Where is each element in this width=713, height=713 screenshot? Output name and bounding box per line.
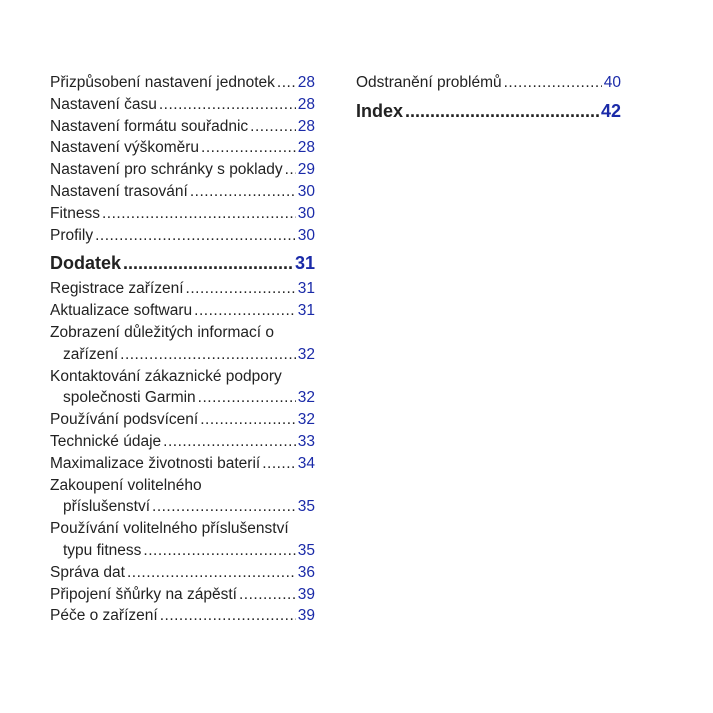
leader-dots bbox=[160, 605, 296, 627]
toc-entry-page[interactable]: 35 bbox=[297, 498, 315, 516]
leader-dots bbox=[277, 72, 296, 94]
toc-entry-title: Péče o zařízení bbox=[50, 607, 158, 625]
leader-dots bbox=[102, 203, 296, 225]
toc-entry-page[interactable]: 35 bbox=[297, 541, 315, 559]
toc-section-heading[interactable] bbox=[50, 248, 315, 278]
toc-entry[interactable] bbox=[50, 322, 315, 366]
toc-entry[interactable] bbox=[50, 562, 315, 584]
toc-entry-title: Nastavení času bbox=[50, 95, 157, 113]
leader-dots bbox=[159, 94, 296, 116]
leader-dots bbox=[163, 431, 296, 453]
toc-entry-page[interactable]: 39 bbox=[297, 607, 315, 625]
leader-dots bbox=[120, 344, 296, 366]
leader-dots bbox=[127, 562, 296, 584]
toc-entry-page[interactable]: 30 bbox=[297, 226, 315, 244]
leader-dots bbox=[262, 453, 296, 475]
section-title: Index bbox=[356, 100, 404, 121]
toc-entry[interactable] bbox=[50, 605, 315, 627]
toc-entry[interactable] bbox=[50, 300, 315, 322]
toc-entry-page[interactable]: 28 bbox=[297, 74, 315, 91]
toc-entry-page[interactable]: 28 bbox=[297, 139, 315, 157]
toc-entry-title: Přizpůsobení nastavení jednotek bbox=[50, 74, 275, 91]
toc-entry[interactable] bbox=[50, 94, 315, 116]
toc-entry[interactable] bbox=[50, 475, 315, 519]
leader-dots bbox=[201, 137, 296, 159]
toc-entry[interactable] bbox=[50, 159, 315, 181]
leader-dots bbox=[152, 496, 296, 518]
toc-entry-title-line2: společnosti Garmin bbox=[63, 389, 196, 407]
toc-entry[interactable] bbox=[50, 116, 315, 138]
leader-dots bbox=[123, 248, 293, 278]
toc-right-column bbox=[356, 72, 621, 126]
leader-dots bbox=[250, 116, 296, 138]
toc-entry-page[interactable]: 31 bbox=[297, 280, 315, 298]
toc-entry-title: Správa dat bbox=[50, 563, 125, 581]
toc-entry-title-line2: typu fitness bbox=[63, 541, 142, 559]
toc-entry-title: Používání podsvícení bbox=[50, 411, 199, 429]
toc-entry-page[interactable]: 30 bbox=[297, 182, 315, 200]
toc-entry-title-line1: Zakoupení volitelného bbox=[50, 476, 202, 494]
toc-entry-title: Nastavení výškoměru bbox=[50, 139, 200, 157]
toc-entry[interactable] bbox=[50, 225, 315, 247]
toc-entry-page[interactable]: 30 bbox=[297, 204, 315, 222]
toc-entry[interactable] bbox=[50, 203, 315, 225]
toc-entry-page[interactable]: 28 bbox=[297, 95, 315, 113]
leader-dots bbox=[186, 278, 296, 300]
toc-entry-page[interactable]: 39 bbox=[297, 585, 315, 603]
toc-entry-page[interactable]: 31 bbox=[297, 302, 315, 320]
toc-entry-title: Nastavení trasování bbox=[50, 182, 188, 200]
section-title: Dodatek bbox=[50, 253, 122, 274]
toc-entry-title: Nastavení formátu souřadnic bbox=[50, 117, 249, 135]
leader-dots bbox=[405, 96, 599, 126]
leader-dots bbox=[194, 300, 296, 322]
leader-dots bbox=[504, 72, 602, 94]
toc-entry[interactable] bbox=[50, 366, 315, 410]
toc-entry[interactable] bbox=[50, 72, 315, 94]
toc-entry-title: Nastavení pro schránky s poklady bbox=[50, 161, 283, 179]
section-page[interactable]: 31 bbox=[294, 253, 315, 274]
leader-dots bbox=[198, 387, 296, 409]
toc-entry[interactable] bbox=[50, 181, 315, 203]
toc-entry-title-line1: Zobrazení důležitých informací o bbox=[50, 323, 274, 341]
toc-entry-title: Registrace zařízení bbox=[50, 280, 184, 298]
toc-entry[interactable] bbox=[50, 518, 315, 562]
toc-entry-title: Technické údaje bbox=[50, 432, 162, 450]
section-page[interactable]: 42 bbox=[600, 100, 621, 121]
toc-entry-title-line1: Používání volitelného příslušenství bbox=[50, 520, 289, 538]
toc-entry-title-line2: zařízení bbox=[63, 345, 119, 363]
toc-entry-title: Maximalizace životnosti baterií bbox=[50, 454, 261, 472]
toc-entry-page[interactable]: 28 bbox=[297, 117, 315, 135]
toc-entry-title: Připojení šňůrky na zápěstí bbox=[50, 585, 237, 603]
toc-entry-page[interactable]: 40 bbox=[603, 74, 621, 91]
toc-entry-page[interactable]: 36 bbox=[297, 563, 315, 581]
leader-dots bbox=[239, 584, 296, 606]
toc-entry-page[interactable]: 34 bbox=[297, 454, 315, 472]
toc-entry-page[interactable]: 29 bbox=[297, 161, 315, 179]
toc-entry-title: Odstranění problémů bbox=[356, 74, 502, 91]
toc-left-column bbox=[50, 72, 315, 627]
toc-entry[interactable] bbox=[50, 278, 315, 300]
toc-entry[interactable] bbox=[50, 431, 315, 453]
leader-dots bbox=[190, 181, 296, 203]
toc-entry-page[interactable]: 32 bbox=[297, 345, 315, 363]
toc-entry-title-line1: Kontaktování zákaznické podpory bbox=[50, 367, 282, 385]
toc-entry-title: Aktualizace softwaru bbox=[50, 302, 193, 320]
toc-section-heading[interactable] bbox=[356, 96, 621, 126]
toc-entry-page[interactable]: 32 bbox=[297, 411, 315, 429]
toc-entry-title-line2: příslušenství bbox=[63, 498, 151, 516]
toc-entry[interactable] bbox=[50, 137, 315, 159]
toc-entry[interactable] bbox=[50, 409, 315, 431]
toc-entry-page[interactable]: 32 bbox=[297, 389, 315, 407]
toc-entry-page[interactable]: 33 bbox=[297, 432, 315, 450]
leader-dots bbox=[285, 159, 296, 181]
toc-entry-title: Fitness bbox=[50, 204, 100, 222]
leader-dots bbox=[95, 225, 296, 247]
toc-entry-title: Profily bbox=[50, 226, 94, 244]
toc-entry[interactable] bbox=[356, 72, 621, 94]
toc-entry[interactable] bbox=[50, 453, 315, 475]
leader-dots bbox=[200, 409, 296, 431]
leader-dots bbox=[143, 540, 295, 562]
toc-entry[interactable] bbox=[50, 584, 315, 606]
